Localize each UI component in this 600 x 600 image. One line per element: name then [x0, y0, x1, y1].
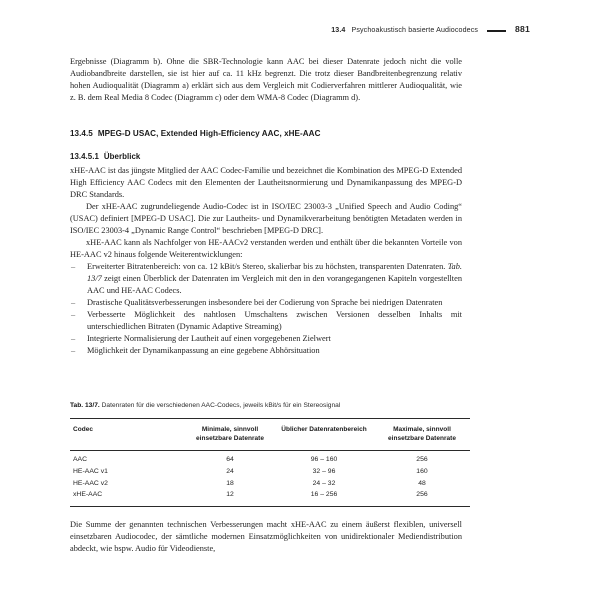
table-row: [70, 450, 470, 466]
cell-codec: AAC: [73, 456, 88, 464]
cell-max-rate: 256: [416, 456, 428, 464]
column-header-typical-range: Üblicher Datenratenbereich: [274, 419, 374, 451]
list-item-text: Verbesserte Möglichkeit des nahtlosen Umschaltens zwischen Versionen desselben Inhalts mit unterschiedlichen Bitraten (Dynamic Adaptive Streaming): [87, 310, 462, 332]
cell-min-rate: 24: [226, 467, 234, 475]
list-item-text-tail: zeigt einen Überblick der Datenraten im Vergleich mit den in den vorangegangenen Kapiteln vorgestellten AAC und HE-AAC Codecs.: [87, 274, 462, 296]
list-item-text: [87, 261, 462, 297]
table-row: [70, 466, 470, 478]
subsection-heading-title: Überblick: [103, 152, 141, 162]
table-caption-text: Datenraten für die verschiedenen AAC-Codecs, jeweils kBit/s für ein Stereosignal: [99, 402, 341, 409]
cell-codec: HE-AAC v2: [73, 479, 108, 487]
paragraph-2: xHE-AAC ist das jüngste Mitglied der AAC Codec-Familie und bezeichnet die Kombination des MPEG-D Extended High Efficiency AAC Codecs mit den Elementen der Lautheitsnormierung und Dynamikanpassung des MPEG-D DRC Standards.: [70, 165, 462, 199]
cell-min-rate: 18: [226, 479, 234, 487]
section-heading-title: MPEG-D USAC, Extended High-Efficiency AAC, xHE-AAC: [97, 129, 321, 139]
column-header-max-rate: Maximale, sinnvoll einsetzbare Datenrate: [374, 419, 470, 451]
table-body: [70, 450, 470, 506]
cell-typical-range: 24 – 32: [312, 479, 336, 487]
dash-bullet-icon: –: [71, 298, 76, 308]
section-heading: [70, 129, 462, 138]
paragraph-1: Ergebnisse (Diagramm b). Ohne die SBR-Technologie kann AAC bei dieser Datenrate jedoch nicht die volle Audiobandbreite darstellen, sie ist hier auf ca. 11 kHz begrenzt. Die trotz dieser Bandbreitenbegrenzung relativ hohen Audioqualität (Diagramm a) erklärt sich aus dem Vergleich mit Codierverfahren mittlerer Audioqualität, wie z. B. dem Real Media 8 Codec (Diagramm c) oder dem WMA-8 Codec (Diagramm d).: [70, 57, 462, 103]
table-caption-label: Tab. 13/7.: [70, 402, 100, 409]
list-item: [70, 297, 462, 309]
dash-bullet-icon: –: [71, 334, 76, 344]
spacer: [70, 104, 462, 129]
table-row: [70, 478, 470, 490]
cell-typical-range: 32 – 96: [312, 467, 336, 475]
list-item-text-lead: Erweiterter Bitratenbereich: von ca. 12 kBit/s Stereo, skalierbar bis zu höchsten, transparenten Datenraten.: [87, 262, 448, 272]
list-item: [70, 345, 462, 357]
column-header-min-rate: Minimale, sinnvoll einsetzbare Datenrate: [186, 419, 274, 451]
list-item-text: Drastische Qualitätsverbesserungen insbesondere bei der Codierung von Sprache bei niedrigen Datenraten: [87, 298, 443, 308]
table-row: [70, 490, 470, 507]
data-rate-table: [70, 418, 470, 507]
dash-bullet-icon: –: [71, 346, 76, 356]
list-item: [70, 333, 462, 345]
cell-max-rate: 256: [374, 490, 470, 507]
table-block: [70, 401, 470, 507]
running-head-rule: [487, 30, 506, 32]
subsection-heading: [70, 152, 462, 161]
cell-min-rate: 64: [226, 456, 234, 464]
table-caption: [70, 401, 470, 410]
list-item: [70, 309, 462, 333]
running-head: [70, 24, 530, 36]
cell-typical-range: 96 – 160: [310, 456, 338, 464]
cell-max-rate: 48: [418, 479, 426, 487]
cell-min-rate: 12: [186, 490, 274, 507]
running-head-section-number: 13.4: [331, 26, 346, 34]
column-header-codec: Codec: [70, 419, 186, 451]
feature-list: [70, 261, 462, 357]
dash-bullet-icon: –: [71, 262, 76, 272]
list-item: [70, 261, 462, 297]
cell-codec: xHE-AAC: [70, 490, 186, 507]
paragraph-closing: Die Summe der genannten technischen Verbesserungen macht xHE-AAC zu einem äußerst flexiblen, universell einsetzbaren Audiocodec, der sämtliche modernen Einsatzmöglichkeiten von unidirektionaler Mediendistribution abdeckt, wie bspw. Audio für Videodienste,: [70, 520, 462, 554]
table-header-row: [70, 419, 470, 451]
cell-max-rate: 160: [416, 467, 428, 475]
running-head-section-title: Psychoakustisch basierte Audiocodecs: [351, 26, 479, 34]
list-item-text: Möglichkeit der Dynamikanpassung an eine gegebene Abhörsituation: [87, 346, 320, 356]
cell-codec: HE-AAC v1: [73, 467, 108, 475]
text-column: [70, 56, 462, 357]
cell-typical-range: 16 – 256: [274, 490, 374, 507]
closing-block: [70, 519, 462, 555]
section-heading-number: 13.4.5: [70, 129, 93, 139]
spacer: [70, 138, 462, 152]
list-item-text: Integrierte Normalisierung der Lautheit auf einen vorgegebenen Zielwert: [87, 334, 331, 344]
dash-bullet-icon: –: [71, 310, 76, 320]
paragraph-3: Der xHE-AAC zugrundeliegende Audio-Codec ist in ISO/IEC 23003-3 „Unified Speech and Audio Coding“ (USAC) definiert [MPEG-D USAC]. Die zur Lautheits- und Dynamikverarbeitung benötigten Metadaten werden in ISO/IEC 23003-4 „Dynamic Range Control“ beschrieben [MPEG-D DRC].: [70, 201, 462, 235]
subsection-heading-number: 13.4.5.1: [70, 152, 99, 162]
table-reference: Tab. 13/7: [87, 262, 462, 284]
paragraph-4: xHE-AAC kann als Nachfolger von HE-AACv2 verstanden werden und enthält über die bekannten Vorteile von HE-AAC v2 hinaus folgende Weiterentwicklungen:: [70, 237, 462, 260]
page-number: 881: [515, 24, 530, 34]
table-header: [70, 419, 470, 451]
